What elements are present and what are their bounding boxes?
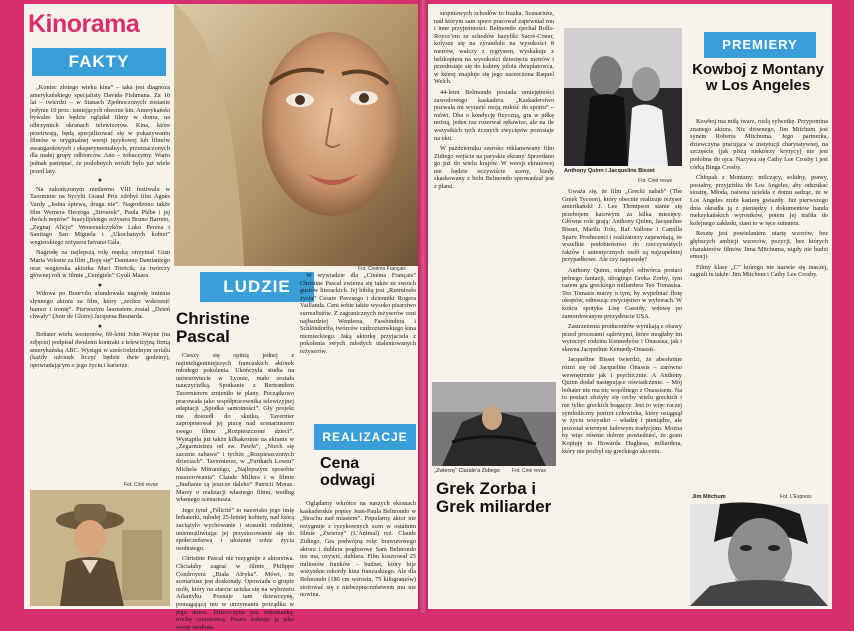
realizacje-paragraph: Oglądamy wkrótce na naszych ekranach kaskaderskie popisy Jean-Paula Belmondo w „Strachu nad miastem”. Popularny aktor nie rezygnuje z ryzykownych scen w ostatnim filmie „Zwierzę” (L'Animal) reż. Claude Zidiego. Gra podwójną rolę: brawurowego aktora i dublera pogłosowe Sam Belmondo nie ma, ozywić, dublera. Film kosztował 25 milionów franków – budzet, który bije wszystkie rekordy kina francuskiego. Ale dla Belmondo (180 cm wzrostu, 75 kilogramów) stożować się z niebezpieczeństwem mu nie nowina. bbox=[300, 500, 416, 599]
quinn-bisset-photo bbox=[564, 28, 682, 166]
ludzie-column-1 bbox=[176, 352, 294, 631]
premiery-section-title: PREMIERY bbox=[704, 32, 816, 58]
zwierze-caption: „Zwierzę” Claude’a Zidiego bbox=[434, 468, 500, 474]
realizacje-column-2 bbox=[434, 10, 554, 380]
jim-mitchum-illustration bbox=[690, 504, 828, 606]
ludzie-paragraph: Jego tytuł „Félicité” to nazwisko jego imię bohaterki, młodej 25-letniej kobiety, nad którą zaciążyło wychowanie i stosunki rodzinne, uniemożliwiając jej przystosowanie się do społeczeństwa i ułożenie sobie życia osobistego. bbox=[176, 506, 294, 552]
facts-paragraph: Bohater wielu westernów, 69-letni John Wayne (na zdjęciu) podpisał dwuletni kontrakt z telewizyjną firmą amerykańską ABC. Wystąpi w sześciodzielnym serialu (każdy odcinek liczyć będzie dwie godziny), opowiadającym o jego życiu i karierze. bbox=[30, 331, 170, 369]
facts-paragraph: „Koniec złotego wieku kina” – taka jest diagnoza amerykańskiego specjalisty Davida Fishmana. Za 10 lat – twierdzi – w Stanach Zjednoczonych zostanie jedynie 10 proc. istniejących obecnie kin. Amerykański bywalec kin będzie oglądał filmy w domu, na olbrzymich ekranach telewizorów. Kina, które przetrwają, będą specjalizować się w pokazywaniu filmów w oryginalnej wersji językowej lub filmów awangardowych i eksperymentalnych, przeznaczonych dla małej grupy odbiorców. Ano – zobaczymy. Warto jednak pamiętać, że podobnych wróżb było już wiele przed laty. bbox=[30, 84, 170, 175]
realizacje-paragraph: 44-letni Belmondo posiada umiejętności zawodowego kaskadera. „Kaskaderstwo pozwala mi wyrazić moją miłość do sportu” – mówi. Dba o kondycję fizyczną, gra w piłkę nożną, jeden raz rozerwał rękawice, ale na tle wszystkich tych żcznych zwycięstw pozostaje na oku. bbox=[434, 88, 554, 142]
grek-paragraph: Jacqueline Bisset twierdzi, że absolutnie różni się od Jacqueline Onassis – zarówno wewnętrznie jak i psychicznie. A Anthony Quinn dodał następujące oświadczenie: – Mój bohater nie ma nic wspólnego z Onassisem. Na to postaci złożyły się cechy wielu greckich i nie tylko greckich bogaczy. Jest to więc raczej symboliczny portret człowieka, który osiągnął w życiu wszystko – władzę i pieniądze, ale pozostał wiernym ludowym tradycjom. Można by więc równie dobrze powiedzieć, że gram Kopiuję to Howarda Hughesa, miliardera, który nie pozbył się greckiego akcentu. bbox=[562, 356, 682, 455]
ludzie-headline: Christine Pascal bbox=[176, 309, 250, 346]
realizacje-section-title: REALIZACJE bbox=[314, 424, 416, 450]
john-wayne-photo bbox=[30, 490, 170, 606]
grek-column-1 bbox=[562, 188, 682, 606]
quinn-bisset-illustration bbox=[564, 28, 682, 166]
zwierze-illustration bbox=[432, 382, 556, 466]
zwierze-film-still bbox=[432, 382, 556, 466]
masthead: Kinorama bbox=[28, 10, 140, 38]
ludzie-column-2 bbox=[300, 272, 416, 418]
star-divider: ★ bbox=[97, 323, 103, 330]
ludzie-paragraph: Christine Pascal nie rezygnuje z aktorstwa. Chciałaby zagrać w filmie Philippe Condroyera „Biała Afryka”. Mówi, że scenariusz jest doskonały. Opowiada o grupie osób, który na starcie ucieka się na wybrzeżu Atlantyku. Poznaje tam dziewczynę, pomagającą mu w utrzymaniu porządku w jego domu. Dziewczyna jest mitomanką, trochę czarownicą. Pisarz traktuje ją jako swoje medium. bbox=[176, 555, 294, 631]
premiery-column bbox=[690, 118, 828, 492]
realizacje-column-1 bbox=[300, 500, 416, 608]
realizacje-headline: Cena odwagi bbox=[320, 455, 376, 489]
page-gutter bbox=[418, 0, 428, 613]
ludzie-paragraph: W wywiadzie dla „Cinéma Français” Christine Pascal zwierza się także ze swoich gustów literackich. Jej biblią jest „Rzemiosło życia” Cesare Pavesego i dzienniki Rogera Vaillanda. Ceni sobie także wysoko pisarstwo surrealistów. Z zagranicznych reżyserów ceni najbardziej Wendersa, Fassbindera i Schlöndorffa, twórców cudzoziemskiego kina niemieckiego. Jaką aktorkę przyjaciela z pokolenia swych młodych utalentowanych reżyserów. bbox=[300, 272, 416, 355]
facts-paragraph: Nagrodę za najlepszą rolę męską otrzymał Gian Maria Volonte za film „Boję się” Damiano Damianiego oraz wegierska aktorka Mari Töröcik, za twórczy głównej roli w filmie „Cerégiele” Gyuli Maara. bbox=[30, 249, 170, 280]
facts-photo-credit: Fot. Ciné revue bbox=[124, 482, 159, 488]
ludzie-section-title: LUDZIE bbox=[200, 272, 314, 302]
grek-paragraph: Anthony Quinn, niegdyś odtwórca postaci pełnego fantazji, ubogiego Greka Zorby, tym razem gra greckiego miliardera Teo Tomasisa. Teo Tomasis marzy o tym, by wypełniać flotę okrętów, odnosząc zwycięstwo w wyborach. W końcu spotyka Lisę Cassidy, wdowę po zamordowanym prezydencie USA. bbox=[562, 266, 682, 320]
facts-paragraph: Na zakończonym niedawno VIII festiwalu w Taorminie na Sycylii Grand Prix zdobył film Agnès Vardy „Jedna śpiewa, druga nie”. Nagrodzono także film Wernera Herzoga „Stroszek”, Paula Plébe i jej dwóch mężów” brazylijskiego reżysera Bruno Barreto, „Zegnaj Alicjo” Wenezuelczyków Luko Pereza i Santiago San Miguela i „Ukochanych kobiet” wegierskiego reżysera Istvana Gála. bbox=[30, 185, 170, 246]
christine-pascal-portrait bbox=[174, 4, 418, 266]
john-wayne-illustration bbox=[30, 490, 170, 606]
star-divider: ★ bbox=[97, 282, 103, 289]
facts-section-title: FAKTY bbox=[32, 48, 166, 76]
premiery-paragraph: Chłopak z Montany: milczący, solidny, prawy, postałny, przyjeżdża do Los Angeles, aby odszukać siostrę. Młoda, naiwna uciekła z domu sadząc, że w Los Angeles zrobi karierę gwiazdy. Już pierwszego dnia okradła ją z pieniędzy i dokumentow banda meksykańskich wyrostków, potem jej trafiła do kolejnego zakładu, stam to w ręce sutenera. bbox=[690, 174, 828, 227]
portrait-illustration bbox=[174, 4, 418, 266]
quinn-bisset-photo-credit: Fot. Ciné revue bbox=[638, 178, 673, 184]
left-page bbox=[24, 4, 418, 631]
realizacje-paragraph: stopniowych schodów to frazka. Scenariusz, nad którym sam sporo pracował zapewniał mu i inne przyjemności. Belmondo zjechał Rolls-Royce’em ze schodów bazyliki Sacré-Coeur, kolysze się na zyrandolu na wysokości 8 metrów, walczy z tygrysem, wyskakuje z helikoptera na wysokości dziesięciu metrów i przedostaje się do kabiny pilota dwupłatowca, w której znajduje się jego narzeczona Raquel Welch. bbox=[434, 10, 554, 86]
premiery-headline: Kowboj z Montany w Los Angeles bbox=[692, 61, 824, 94]
facts-paragraph: Wdowa po Bourvilu ufundowała nagrodę imienia słynnego aktora za film, który „zechce wskrzesić humor i ironię”. Pierwszym laureatem został „Dzień chwały” (Jour de Gloire) Jacquesa Besnarda. bbox=[30, 290, 170, 321]
grek-headline: Grek Zorba i Grek miliarder bbox=[436, 479, 552, 516]
grek-paragraph: Zastrzeżenia producentów wynikają z obawy przed procesami sądowymi, które mogłaby im wytoczyć rodzina Kennedyów i Onassisa, jak i sławna Jacqueline Kennedy-Onassis. bbox=[562, 323, 682, 353]
portrait-photo-credit: Fot. Cinéma Français bbox=[358, 266, 406, 272]
right-page bbox=[428, 4, 832, 609]
grek-paragraph: Uważa się, że film „Grecki nabab” (The Greek Tycoon), który obecnie realizuje reżyser amerikański J. Lee Thompson stanie się przebojem kasowym za kilka miesięcy. Główne role grają: Anthony Quinn, Jacqueline Bisset, Marilu Tolo, Raf Vallone i Camilla Sparv. Producenci i realizatorzy zapewniają, że wszelkie podobieństwo do rzeczywistych faktów i autentycznych osób są najzupełniej przypadkowe. Ale czy naprawdę? bbox=[562, 188, 682, 264]
premiery-paragraph: Filmy klasy „C” którego nie nazwie się inaczej, zagrali tu także: Jim Mitchum i Cathy Lee Crosby. bbox=[690, 263, 828, 279]
facts-column bbox=[30, 84, 170, 504]
zwierze-photo-credit: Fot. Ciné revue bbox=[512, 468, 547, 474]
mitchum-caption: Jim Mitchum bbox=[692, 494, 726, 500]
premiery-paragraph: Kowboj ma miłą twarz, roslą sylwetkę. Przypomina znanego aktora. Nic dziwnego, Jim Mitchum jest synem Roberta Mitchuma. Jego partnerka, dziewczyna pracująca w instytucji charytatywnej, na szczęście (jak piszą niektórzy krytycy) nie jest podobna do ojca. Nazywa się Cathy Lee Crosby i jest córką Binga Crosby. bbox=[690, 118, 828, 171]
quinn-bisset-caption: Anthony Quinn i Jacqueline Bisset bbox=[564, 168, 655, 174]
premiery-paragraph: Resztę jest powielaniem utartę wzorów, bez głębszych ambicji wzorców, pozycji, bez których charakterów filmów Jima Mitchuma, nigdy nie budzi emocji. bbox=[690, 230, 828, 261]
mitchum-photo-credit: Fot. L’Express bbox=[780, 494, 812, 500]
ludzie-paragraph: Cieszy się opinią jednej z najinteligentniejszych francuskich aktorek młodego pokolenia. Ukończyła studia na uniwersytecie w Lyonie, mało została nauczycielką. Spotkanie z Bertrandem Tavernierem zmieniło te plany. Początkowo pracowała jako współpracownika telewizyjnej adaptacji „Spodka samotności”. Gły projekt nie doszedł do skutku, Tavernier zaproponował jej pracę nad scenariuszem swego filmu „Rozpieszczone dzieci”. Wystąpiła już także kilkakrotnie na ekranie w „Zegarmistrzu od sw. Pawła”, „Niech się zacznie zabawa” i tychże „Rozpieszczonych dzieciach”. Tavernierze, w „Furtkach Lowtu” Michela Mitraniégo, „Najlepszym sposobie maszerowania” Claude Millera i w filmie „Jindianie są jeszcze daleko” Patricii Moraz. Marzy o realizacji własnego filmu, według własnego scenariusza. bbox=[176, 352, 294, 504]
realizacje-paragraph: W październiku szeroko reklamowany film Zidiego wejście na paryskie ekrany. Sprzedano go już do wielu krajów. W wersji ekranowej nie będzie oczywiście sceny, kiedy skaskowany z bolu Belmondo sprowadzał jest z planu. bbox=[434, 145, 554, 191]
jim-mitchum-photo bbox=[690, 504, 828, 606]
star-divider: ★ bbox=[97, 178, 103, 185]
